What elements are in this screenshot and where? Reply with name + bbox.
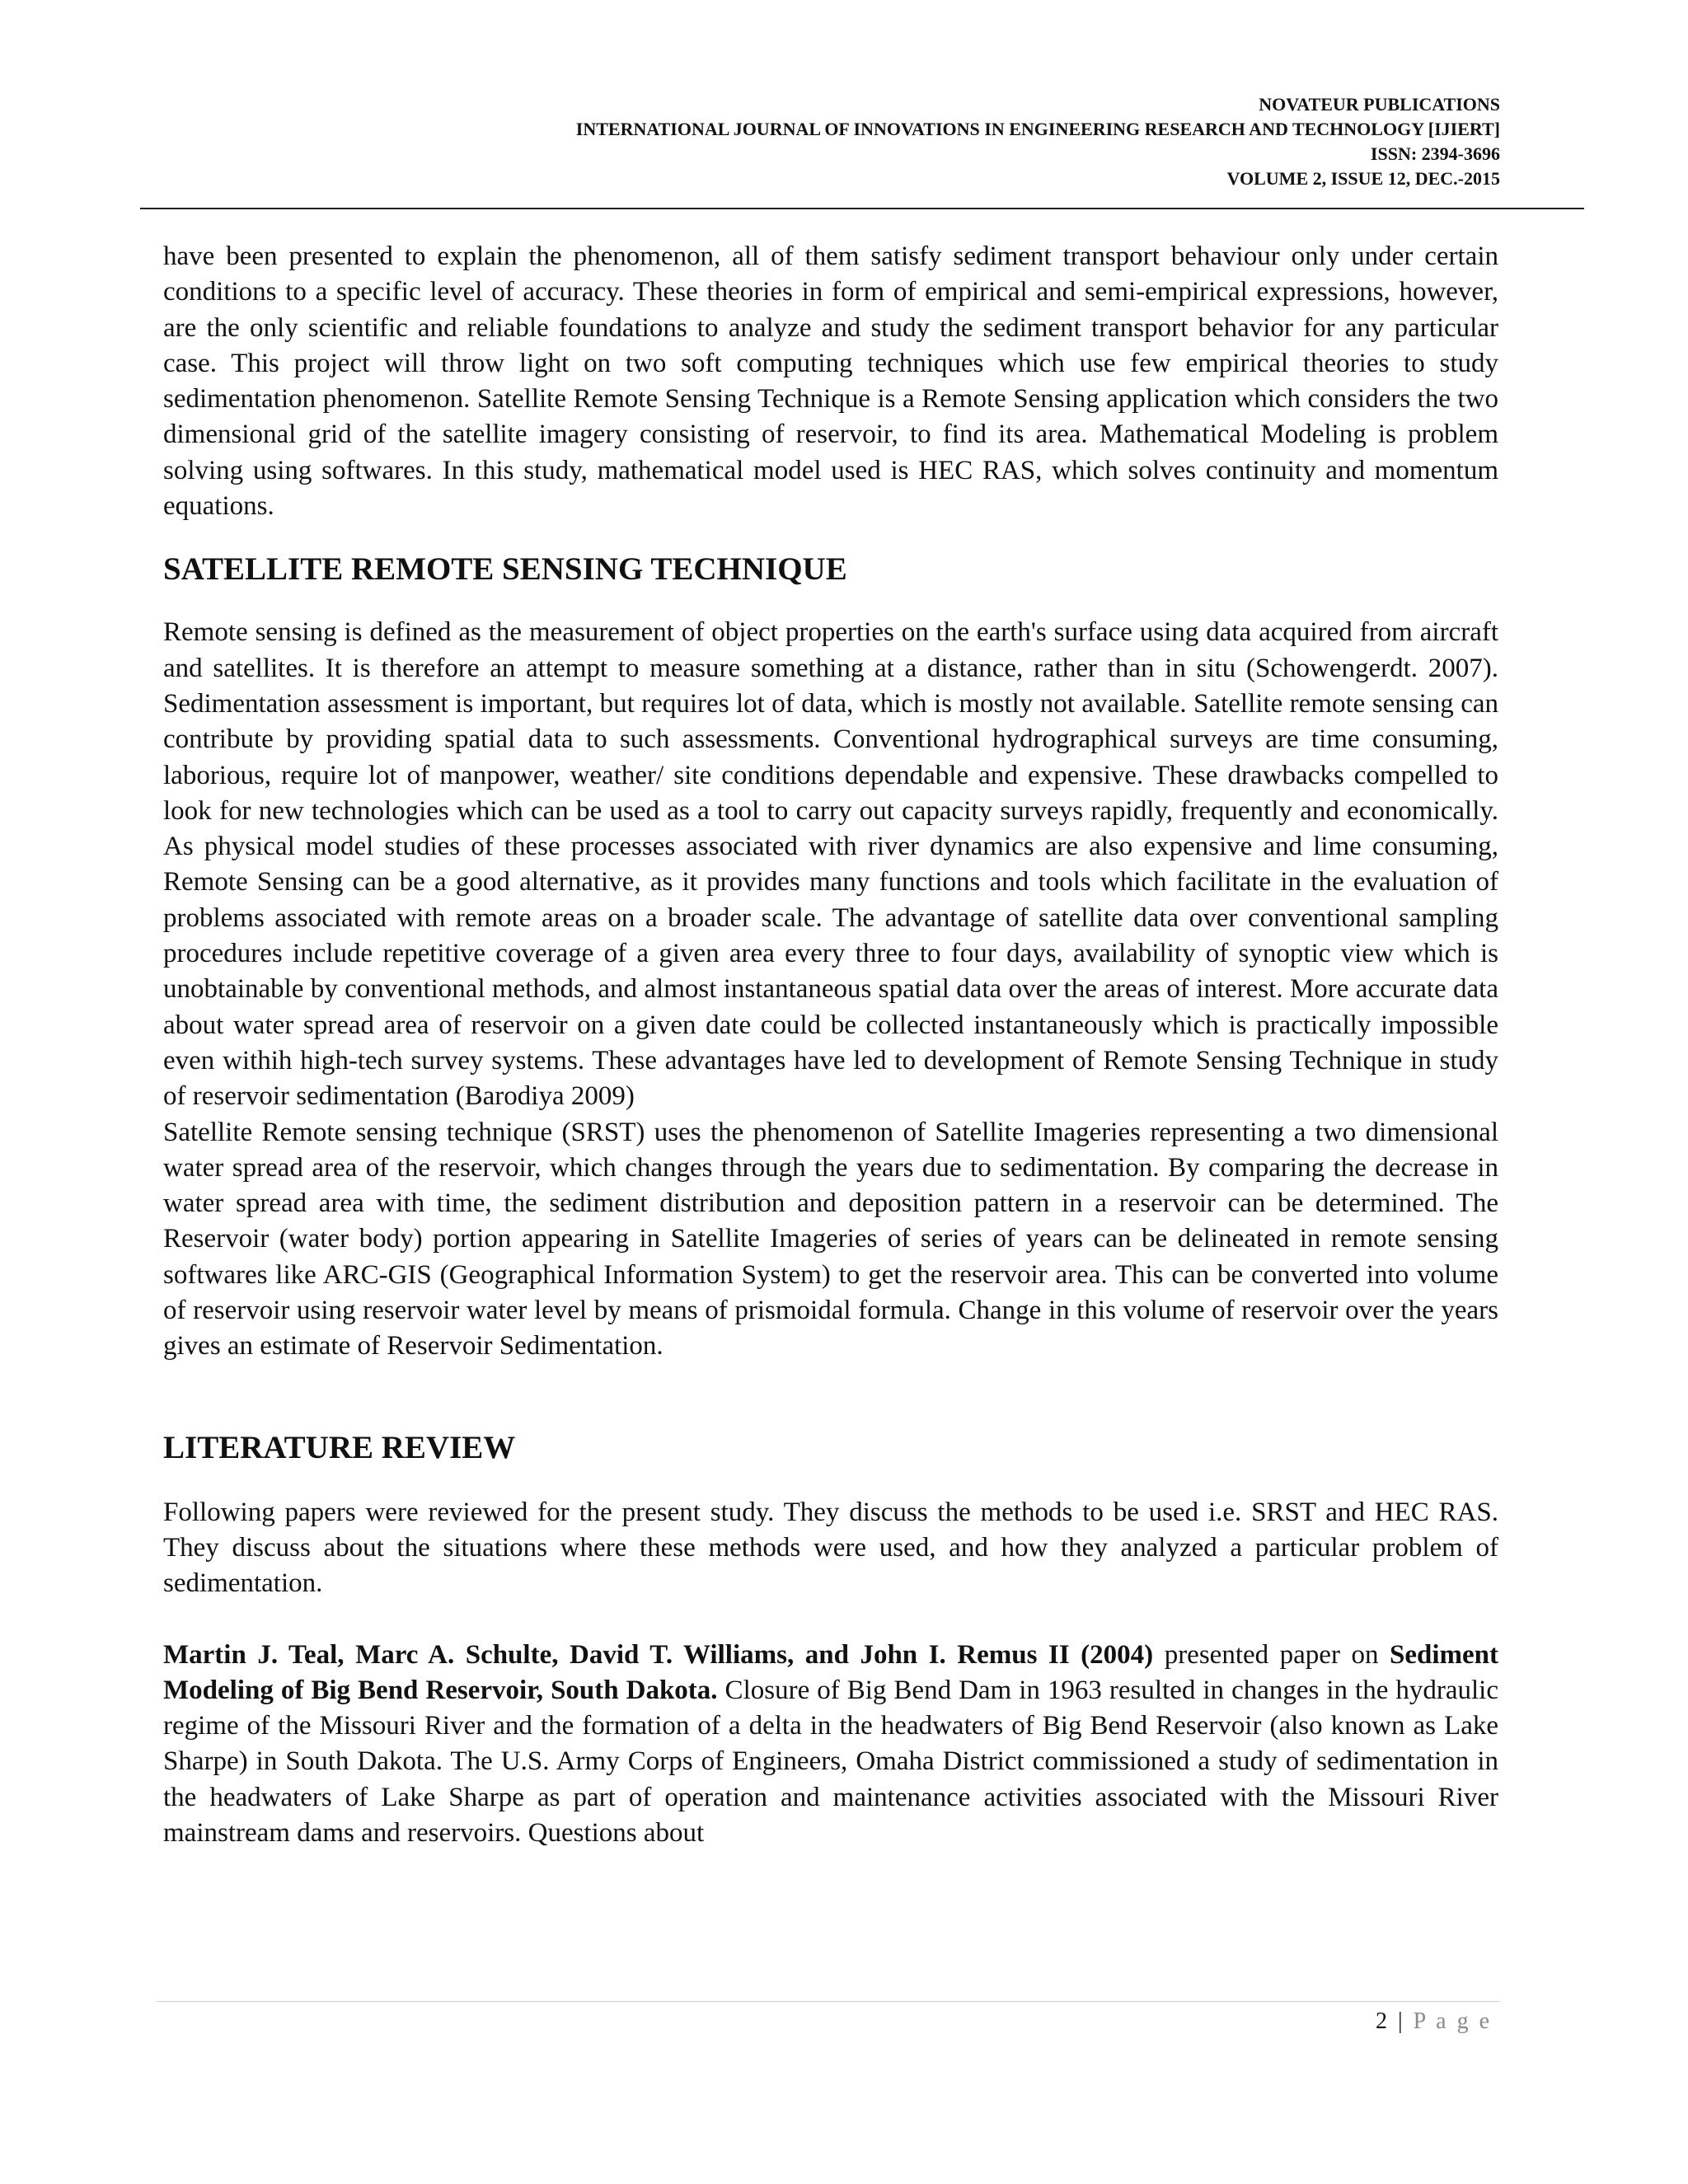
publisher-name: NOVATEUR PUBLICATIONS (1259, 94, 1500, 115)
section-heading-srst: SATELLITE REMOTE SENSING TECHNIQUE (163, 551, 847, 588)
reference-title: Sediment Modeling of Big Bend Reservoir, South Dakota. (163, 1639, 1498, 1705)
page-number: 2 (1376, 2008, 1390, 2034)
srst-paragraph-2: Satellite Remote sensing technique (SRST) uses the phenomenon of Satellite Imageries representing a two dimensional water spread area of the reservoir, which changes through the years due to sedimentation. By comparing the decrease in water spread area with time, the sediment distribution and deposition pattern in a reservoir can be determined. The Reservoir (water body) portion appearing in Satellite Imageries of series of years can be delineated in remote sensing softwares like ARC-GIS (Geographical Information System) to get the reservoir area. This can be converted into volume of reservoir using reservoir water level by means of prismoidal formula. Change in this volume of reservoir over the years gives an estimate of Reservoir Sedimentation. (163, 1117, 1498, 1361)
journal-header (576, 92, 1500, 191)
page-footer (1376, 2008, 1492, 2035)
journal-title: INTERNATIONAL JOURNAL OF INNOVATIONS IN ENGINEERING RESEARCH AND TECHNOLOGY [IJIERT] (575, 119, 1500, 139)
reference-text-2: Closure of Big Bend Dam in 1963 resulted in changes in the hydraulic regime of the Missouri River and the formation of a delta in the headwaters of Big Bend Reservoir (also known as Lake Sharpe) in South Dakota. The U.S. Army Corps of Engineers, Omaha District commissioned a study of sedimentation in the headwaters of Lake Sharpe as part of operation and maintenance activities associated with the Missouri River mainstream dams and reservoirs. Questions about (163, 1675, 1498, 1848)
reference-authors: Martin J. Teal, Marc A. Schulte, David T. Williams, and John I. Remus II (2004) (163, 1639, 1154, 1670)
literature-intro-paragraph: Following papers were reviewed for the present study. They discuss the methods to be used i.e. SRST and HEC RAS. They discuss about the situations where these methods were used, and how they analyzed a particular problem of sedimentation. (163, 1497, 1498, 1599)
page-word: P a g e (1413, 2008, 1492, 2034)
section-heading-literature: LITERATURE REVIEW (163, 1429, 516, 1465)
volume-issue: VOLUME 2, ISSUE 12, DEC.-2015 (1226, 168, 1500, 189)
srst-paragraph-1: Remote sensing is defined as the measurement of object properties on the earth's surface using data acquired from aircraft and satellites. It is therefore an attempt to measure something at a distance, rather than in situ (Schowengerdt. 2007). Sedimentation assessment is important, but requires lot of data, which is mostly not available. Satellite remote sensing can contribute by providing spatial data to such assessments. Conventional hydrographical surveys are time consuming, laborious, require lot of manpower, weather/ site conditions dependable and expensive. These drawbacks compelled to look for new technologies which can be used as a tool to carry out capacity surveys rapidly, frequently and economically. As physical model studies of these processes associated with river dynamics are also expensive and lime consuming, Remote Sensing can be a good alternative, as it provides many functions and tools which facilitate in the evaluation of problems associated with remote areas on a broader scale. The advantage of satellite data over conventional sampling procedures include repetitive coverage of a given area every three to four days, availability of synoptic view which is unobtainable by conventional methods, and almost instantaneous spatial data over the areas of interest. More accurate data about water spread area of reservoir on a given date could be collected instantaneously which is practically impossible even withih high-tech survey systems. These advantages have led to development of Remote Sensing Technique in study of reservoir sedimentation (Barodiya 2009) (163, 617, 1498, 1112)
footer-rule (157, 2001, 1500, 2002)
issn: ISSN: 2394-3696 (1370, 143, 1500, 164)
reference-paragraph (163, 1638, 1498, 1852)
page-body (163, 239, 1498, 1851)
header-rule (140, 208, 1584, 209)
reference-text-1: presented paper on (1153, 1639, 1390, 1670)
intro-paragraph: have been presented to explain the phenomenon, all of them satisfy sediment transport behaviour only under certain conditions to a specific level of accuracy. These theories in form of empirical and semi-empirical expressions, however, are the only scientific and reliable foundations to analyze and study the sediment transport behavior for any particular case. This project will throw light on two soft computing techniques which use few empirical theories to study sedimentation phenomenon. Satellite Remote Sensing Technique is a Remote Sensing application which considers the two dimensional grid of the satellite imagery consisting of reservoir, to find its area. Mathematical Modeling is problem solving using softwares. In this study, mathematical model used is HEC RAS, which solves continuity and momentum equations. (163, 241, 1498, 522)
page-separator: | (1398, 2008, 1405, 2034)
